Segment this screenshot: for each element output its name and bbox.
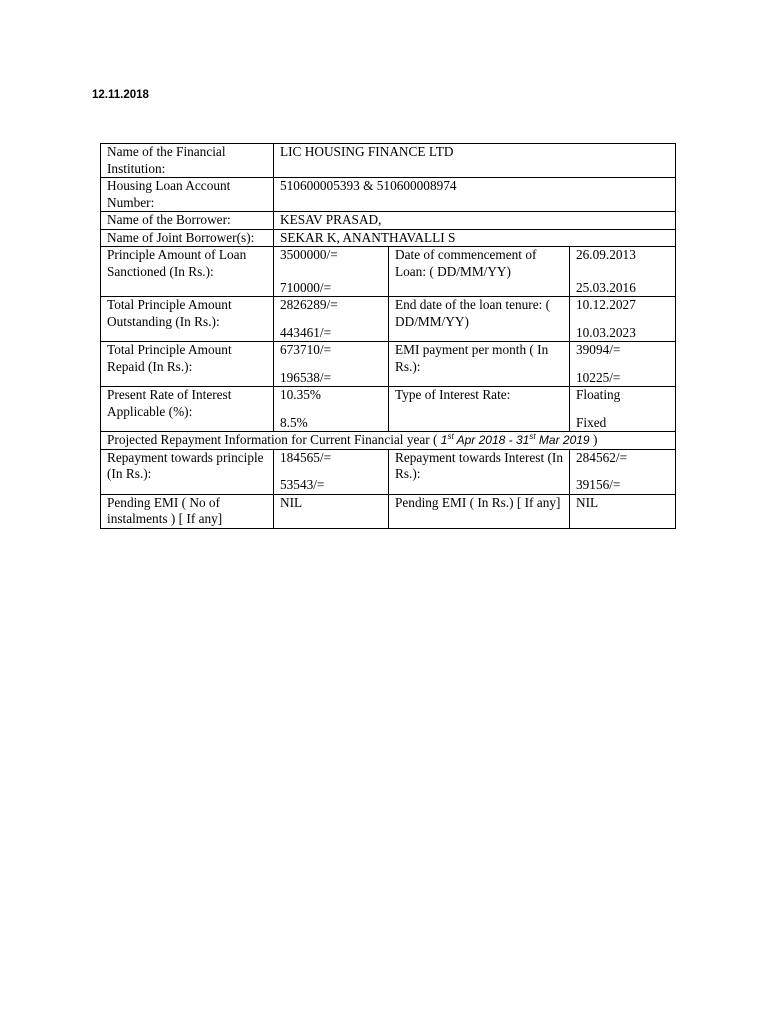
pending-amount-value: NIL: [570, 494, 676, 528]
end-dates: [570, 297, 676, 342]
borrower-value: KESAV PRASAD,: [274, 212, 676, 230]
row-interest-rate: [101, 387, 676, 432]
commencement-date-1: 26.09.2013: [576, 247, 636, 262]
repay-principle-values: [274, 449, 389, 494]
emi-label: EMI payment per month ( In Rs.):: [389, 342, 570, 387]
repay-principle-value-2: 53543/=: [280, 477, 325, 492]
loan-details-table: [100, 143, 676, 529]
commencement-label: Date of commencement of Loan: ( DD/MM/YY): [389, 247, 570, 297]
institution-label: Name of the Financial Institution:: [101, 144, 274, 178]
repaid-value-1: 673710/=: [280, 342, 332, 357]
principal-value-1: 3500000/=: [280, 247, 338, 262]
outstanding-label: Total Principle Amount Outstanding (In Rs.):: [101, 297, 274, 342]
rate-value-1: 10.35%: [280, 387, 321, 402]
end-date-label: End date of the loan tenure: ( DD/MM/YY): [389, 297, 570, 342]
outstanding-value-2: 443461/=: [280, 324, 332, 340]
row-projected-heading: [101, 432, 676, 450]
institution-value: LIC HOUSING FINANCE LTD: [274, 144, 676, 178]
outstanding-values: [274, 297, 389, 342]
projected-from-rest: Apr 2018 - 31: [456, 433, 530, 447]
account-label: Housing Loan Account Number:: [101, 178, 274, 212]
rate-type-label: Type of Interest Rate:: [389, 387, 570, 432]
rate-type-values: [570, 387, 676, 432]
end-date-2: 10.03.2023: [576, 324, 636, 340]
pending-amount-label: Pending EMI ( In Rs.) [ If any]: [389, 494, 570, 528]
repay-interest-label: Repayment towards Interest (In Rs.):: [389, 449, 570, 494]
account-value: 510600005393 & 510600008974: [274, 178, 676, 212]
rate-label: Present Rate of Interest Applicable (%):: [101, 387, 274, 432]
emi-value-1: 39094/=: [576, 342, 621, 357]
row-account: [101, 178, 676, 212]
borrower-label: Name of the Borrower:: [101, 212, 274, 230]
projected-from-day: 1: [440, 433, 448, 447]
repaid-value-2: 196538/=: [280, 369, 332, 385]
emi-value-2: 10225/=: [576, 369, 621, 385]
emi-values: [570, 342, 676, 387]
projected-to-sup: st: [529, 432, 536, 441]
repay-interest-value-1: 284562/=: [576, 449, 628, 465]
commencement-date-2: 25.03.2016: [576, 279, 636, 295]
row-repayment: [101, 449, 676, 494]
row-outstanding: [101, 297, 676, 342]
principal-values: [274, 247, 389, 297]
row-institution: [101, 144, 676, 178]
repay-principle-label: Repayment towards principle (In Rs.):: [101, 449, 274, 494]
row-borrower: [101, 212, 676, 230]
row-repaid: [101, 342, 676, 387]
joint-value: SEKAR K, ANANTHAVALLI S: [274, 229, 676, 247]
projected-heading: Projected Repayment Information for Current Financial year ( 1st Apr 2018 - 31st Mar 2019 ): [101, 432, 676, 450]
projected-close: ): [592, 432, 598, 447]
row-joint-borrowers: [101, 229, 676, 247]
projected-from-sup: st: [447, 432, 454, 441]
rate-value-2: 8.5%: [280, 414, 308, 430]
end-date-1: 10.12.2027: [576, 297, 636, 312]
document-date: 12.11.2018: [92, 89, 149, 101]
repaid-values: [274, 342, 389, 387]
commencement-dates: [570, 247, 676, 297]
rate-values: [274, 387, 389, 432]
repaid-label: Total Principle Amount Repaid (In Rs.):: [101, 342, 274, 387]
row-pending-emi: [101, 494, 676, 528]
repay-interest-values: [570, 449, 676, 494]
joint-label: Name of Joint Borrower(s):: [101, 229, 274, 247]
pending-value: NIL: [274, 494, 389, 528]
repay-interest-value-2: 39156/=: [576, 477, 621, 492]
rate-type-2: Fixed: [576, 414, 607, 430]
pending-label: Pending EMI ( No of instalments ) [ If any]: [101, 494, 274, 528]
principal-value-2: 710000/=: [280, 279, 332, 295]
rate-type-1: Floating: [576, 387, 621, 402]
row-principal-sanctioned: [101, 247, 676, 297]
outstanding-value-1: 2826289/=: [280, 297, 338, 312]
principal-label: Principle Amount of Loan Sanctioned (In Rs.):: [101, 247, 274, 297]
repay-principle-value-1: 184565/=: [280, 449, 332, 465]
projected-to-rest: Mar 2019: [538, 433, 590, 447]
